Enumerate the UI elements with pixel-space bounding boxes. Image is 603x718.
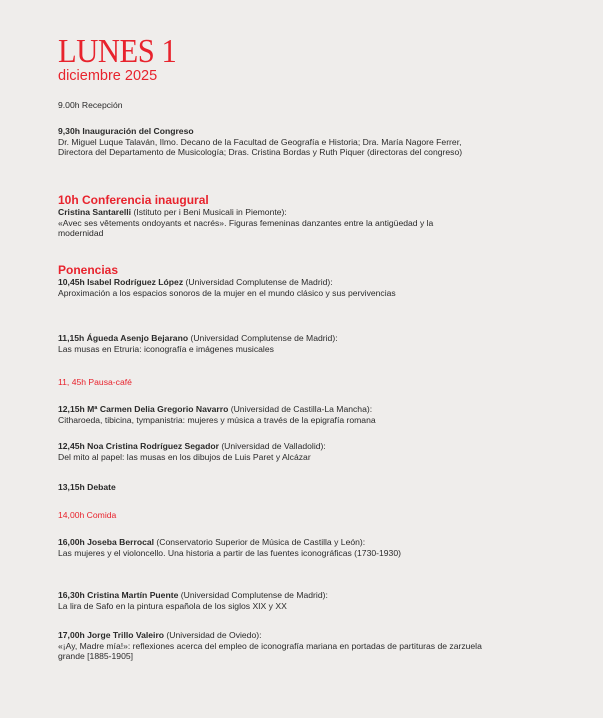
talk-affiliation: (Universidad Complutense de Madrid): bbox=[188, 333, 338, 343]
talk-affiliation: (Universidad Complutense de Madrid): bbox=[183, 277, 333, 287]
talk-speaker: 10,45h Isabel Rodríguez López bbox=[58, 277, 184, 287]
talk-item bbox=[58, 630, 538, 662]
talk-speaker: 16,30h Cristina Martín Puente bbox=[58, 590, 179, 600]
talk-title: Las mujeres y el violoncello. Una historia a partir de las fuentes iconográficas (1730-1930) bbox=[58, 547, 401, 558]
talk-item bbox=[58, 590, 538, 611]
talk-affiliation: (Universidad de Oviedo): bbox=[164, 630, 262, 640]
talk-item bbox=[58, 537, 538, 558]
talk-affiliation: (Universidad de Valladolid): bbox=[218, 441, 326, 451]
talk-speaker: 12,45h Noa Cristina Rodríguez Segador bbox=[58, 441, 219, 451]
talk-affiliation: (Universidad Complutense de Madrid): bbox=[178, 590, 328, 600]
talk-item bbox=[58, 404, 538, 425]
inauguration-block bbox=[58, 126, 538, 158]
conference-block bbox=[58, 194, 538, 239]
ponencias-block bbox=[58, 264, 538, 298]
talk-title: «¡Ay, Madre mía!»: reflexiones acerca del empleo de iconografía mariana en portadas de partituras de zarzuela grande [1885-1905] bbox=[58, 640, 482, 662]
talk-speaker: 16,00h Joseba Berrocal bbox=[58, 537, 155, 547]
conference-speaker: Cristina Santarelli bbox=[58, 207, 132, 217]
ponencias-heading: Ponencias bbox=[58, 263, 119, 277]
talk-item bbox=[58, 277, 538, 288]
conference-speaker-line bbox=[58, 207, 478, 218]
day-header bbox=[58, 33, 538, 84]
talk-item bbox=[58, 441, 538, 462]
inauguration-title: 9,30h Inauguración del Congreso bbox=[58, 126, 194, 136]
talk-title: La lira de Safo en la pintura española de los siglos XIX y XX bbox=[58, 600, 287, 611]
talk-title: Del mito al papel: las musas en los dibujos de Luis Paret y Alcázar bbox=[58, 451, 311, 462]
talk-item bbox=[58, 333, 538, 354]
day-title: LUNES 1 bbox=[58, 33, 177, 70]
talk-title: Citharoeda, tibicina, tympanistria: mujeres y música a través de la epigrafía romana bbox=[58, 414, 376, 425]
talk-title: Las musas en Etruria: iconografía e imágenes musicales bbox=[58, 343, 274, 354]
lunch-line: 14,00h Comida bbox=[58, 510, 117, 520]
conference-affiliation: (Istituto per i Beni Musicali in Piemonte): bbox=[131, 207, 287, 217]
coffee-break: 11, 45h Pausa-café bbox=[58, 377, 132, 387]
debate-line: 13,15h Debate bbox=[58, 482, 116, 492]
talk-speaker: 11,15h Águeda Asenjo Bejarano bbox=[58, 333, 189, 343]
day-date: diciembre 2025 bbox=[58, 68, 158, 84]
reception-line: 9.00h Recepción bbox=[58, 100, 123, 110]
inauguration-text: Dr. Miguel Luque Talaván, Ilmo. Decano de la Facultad de Geografía e Historia; Dra. María Nagore Ferrer, Directora del Departamento de Musicología; Dras. Cristina Bordas y Ruth Piquer (directoras del congreso) bbox=[58, 136, 463, 158]
talk-speaker: 17,00h Jorge Trillo Valeiro bbox=[58, 630, 165, 640]
talk-speaker: 12,15h Mª Carmen Delia Gregorio Navarro bbox=[58, 404, 229, 414]
talk-affiliation: (Conservatorio Superior de Música de Castilla y León): bbox=[154, 537, 366, 547]
conference-heading: 10h Conferencia inaugural bbox=[58, 193, 209, 207]
talk-title: Aproximación a los espacios sonoros de la mujer en el mundo clásico y sus pervivencias bbox=[58, 287, 396, 298]
conference-title: «Avec ses vêtements ondoyants et nacrés». Figuras femeninas danzantes entre la antigüedad y la modernidad bbox=[58, 217, 434, 239]
talk-affiliation: (Universidad de Castilla-La Mancha): bbox=[228, 404, 373, 414]
